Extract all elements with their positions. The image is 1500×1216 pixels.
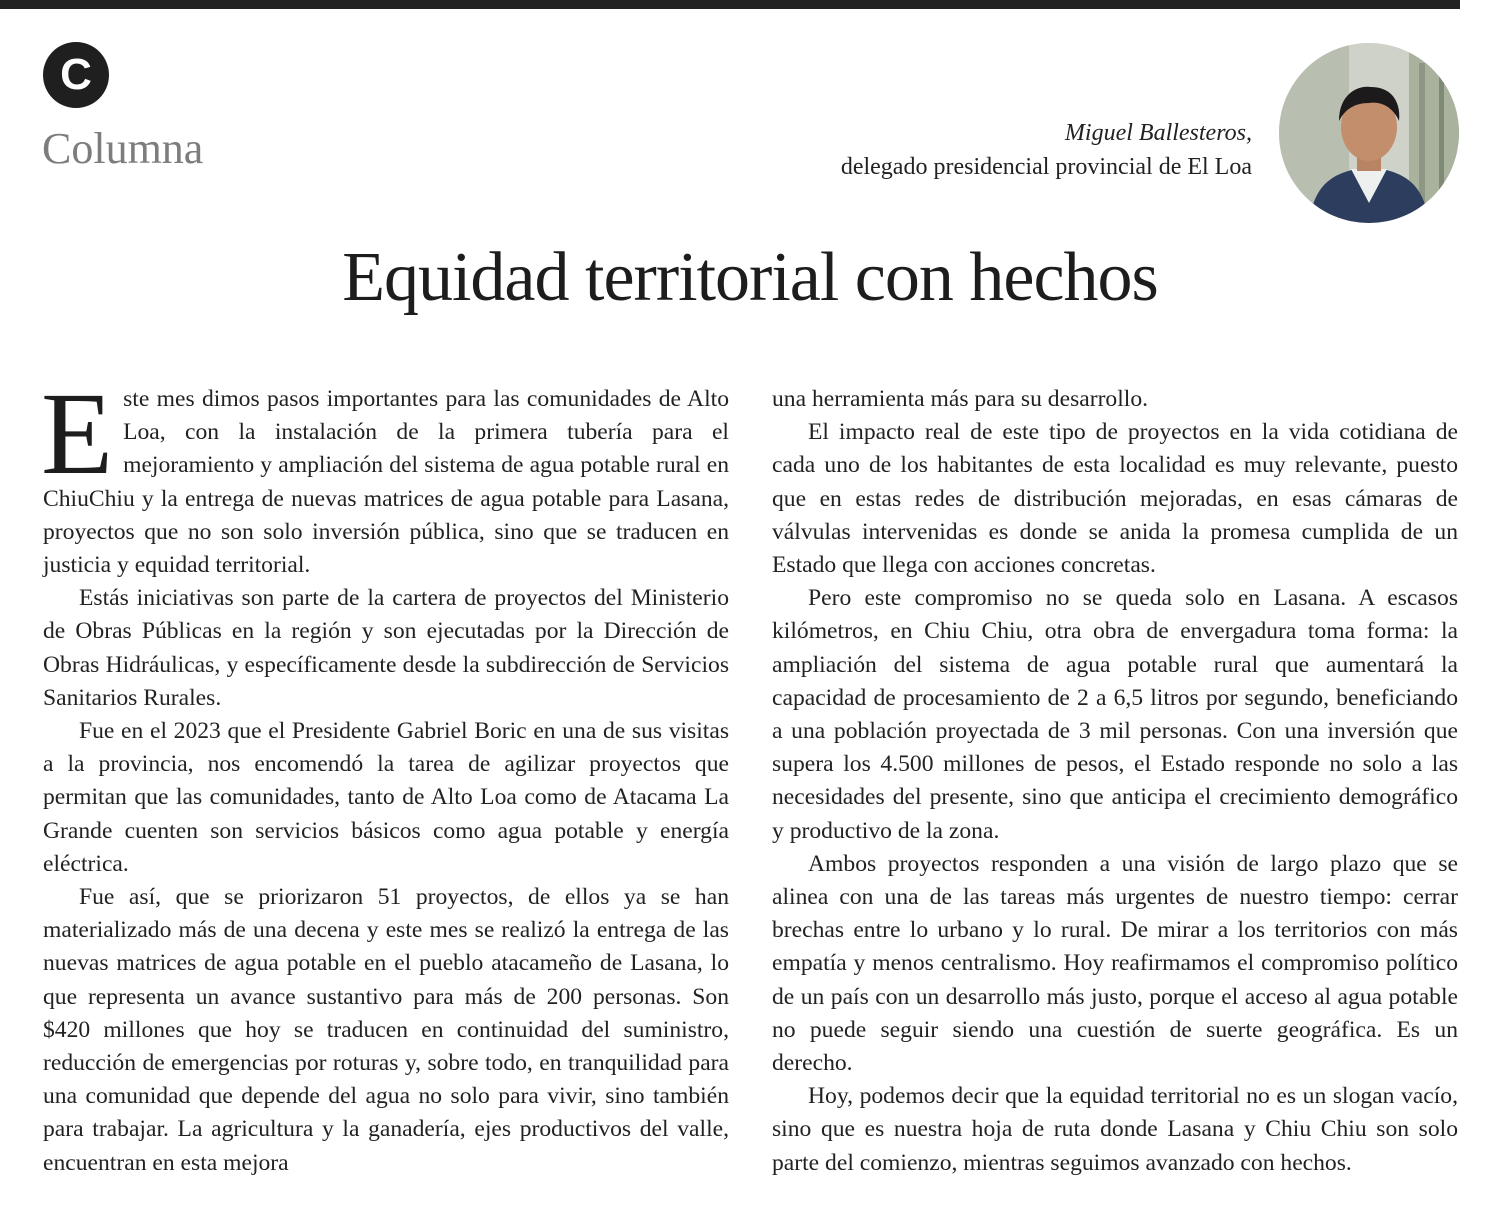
paragraph: Pero este compromiso no se queda solo en Lasana. A escasos kilómetros, en Chiu Chiu, otra obra de envergadura toma forma: la ampliación del sistema de agua potable rural que aumentará la capacidad de procesamiento de 2 a 6,5 litros por segundo, beneficiando a una población proyectada de 3 mil personas. Con una inversión que supera los 4.500 millones de pesos, el Estado responde no solo a las necesidades del presente, sino que anticipa el crecimiento demográfico y productivo de la zona. xyxy=(772,585,1458,844)
section-badge-icon: C xyxy=(43,42,109,108)
paragraph: Hoy, podemos decir que la equidad territorial no es un slogan vacío, sino que es nuestra hoja de ruta donde Lasana y Chiu Chiu son solo parte del comienzo, mientras seguimos avanzado con hechos. xyxy=(772,1083,1458,1176)
byline xyxy=(841,116,1252,184)
article-column-right xyxy=(772,383,1458,1180)
paragraph: Ambos proyectos responden a una visión de largo plazo que se alinea con una de las tareas más urgentes de nuestro tiempo: cerrar brechas entre lo urbano y lo rural. De mirar a los territorios con más empatía y menos centralismo. Hoy reafirmamos el compromiso político de un país con un desarrollo más justo, porque el acceso al agua potable no puede seguir siendo una cuestión de suerte geográfica. Es un derecho. xyxy=(772,850,1458,1077)
paragraph: una herramienta más para su desarrollo. xyxy=(772,386,1149,412)
paragraph: Fue así, que se priorizaron 51 proyectos, de ellos ya se han materializado más de una decena y este mes se realizó la entrega de las nuevas matrices de agua potable en el pueblo atacameño de Lasana, lo que representa un avance sustantivo para más de 200 personas. Son $420 millones que hoy se traducen en continuidad del suministro, reducción de emergencias por roturas y, sobre todo, en tranquilidad para una comunidad que depende del agua no solo para vivir, sino también para trabajar. La agricultura y la ganadería, ejes productivos del valle, encuentran en esta mejora xyxy=(43,884,729,1176)
section-name: Columna xyxy=(42,124,204,173)
paragraph: El impacto real de este tipo de proyectos en la vida cotidiana de cada uno de los habitantes de esta localidad es muy relevante, puesto que en estas redes de distribución mejoradas, en esas cámaras de válvulas intervenidas es donde se anida la promesa cumplida de un Estado que llega con acciones concretas. xyxy=(772,419,1458,579)
author-role: delegado presidencial provincial de El Loa xyxy=(840,154,1252,180)
drop-cap: E xyxy=(41,368,114,499)
article-column-left xyxy=(41,368,729,1180)
author-portrait-icon xyxy=(1279,43,1459,223)
paragraph: Estás iniciativas son parte de la cartera de proyectos del Ministerio de Obras Públicas en la región y son ejecutadas por la Dirección de Obras Hidráulicas, y específicamente desde la subdirección de Servicios Sanitarios Rurales. xyxy=(43,585,729,711)
paragraph xyxy=(41,368,729,582)
author-name: Miguel Ballesteros, xyxy=(1064,120,1252,146)
top-rule xyxy=(0,0,1460,9)
paragraph-text: ste mes dimos pasos importantes para las comunidades de Alto Loa, con la instalación de la primera tubería para el mejoramiento y ampliación del sistema de agua potable rural en ChiuChiu y la entrega de nuevas matrices de agua potable para Lasana, proyectos que no son solo inversión pública, sino que se traducen en justicia y equidad territorial. xyxy=(43,386,729,579)
paragraph: Fue en el 2023 que el Presidente Gabriel Boric en una de sus visitas a la provincia, nos encomendó la tarea de agilizar proyectos que permitan que las comunidades, tanto de Alto Loa como de Atacama La Grande cuenten son servicios básicos como agua potable y energía eléctrica. xyxy=(43,718,729,877)
article-headline: Equidad territorial con hechos xyxy=(342,239,1158,316)
